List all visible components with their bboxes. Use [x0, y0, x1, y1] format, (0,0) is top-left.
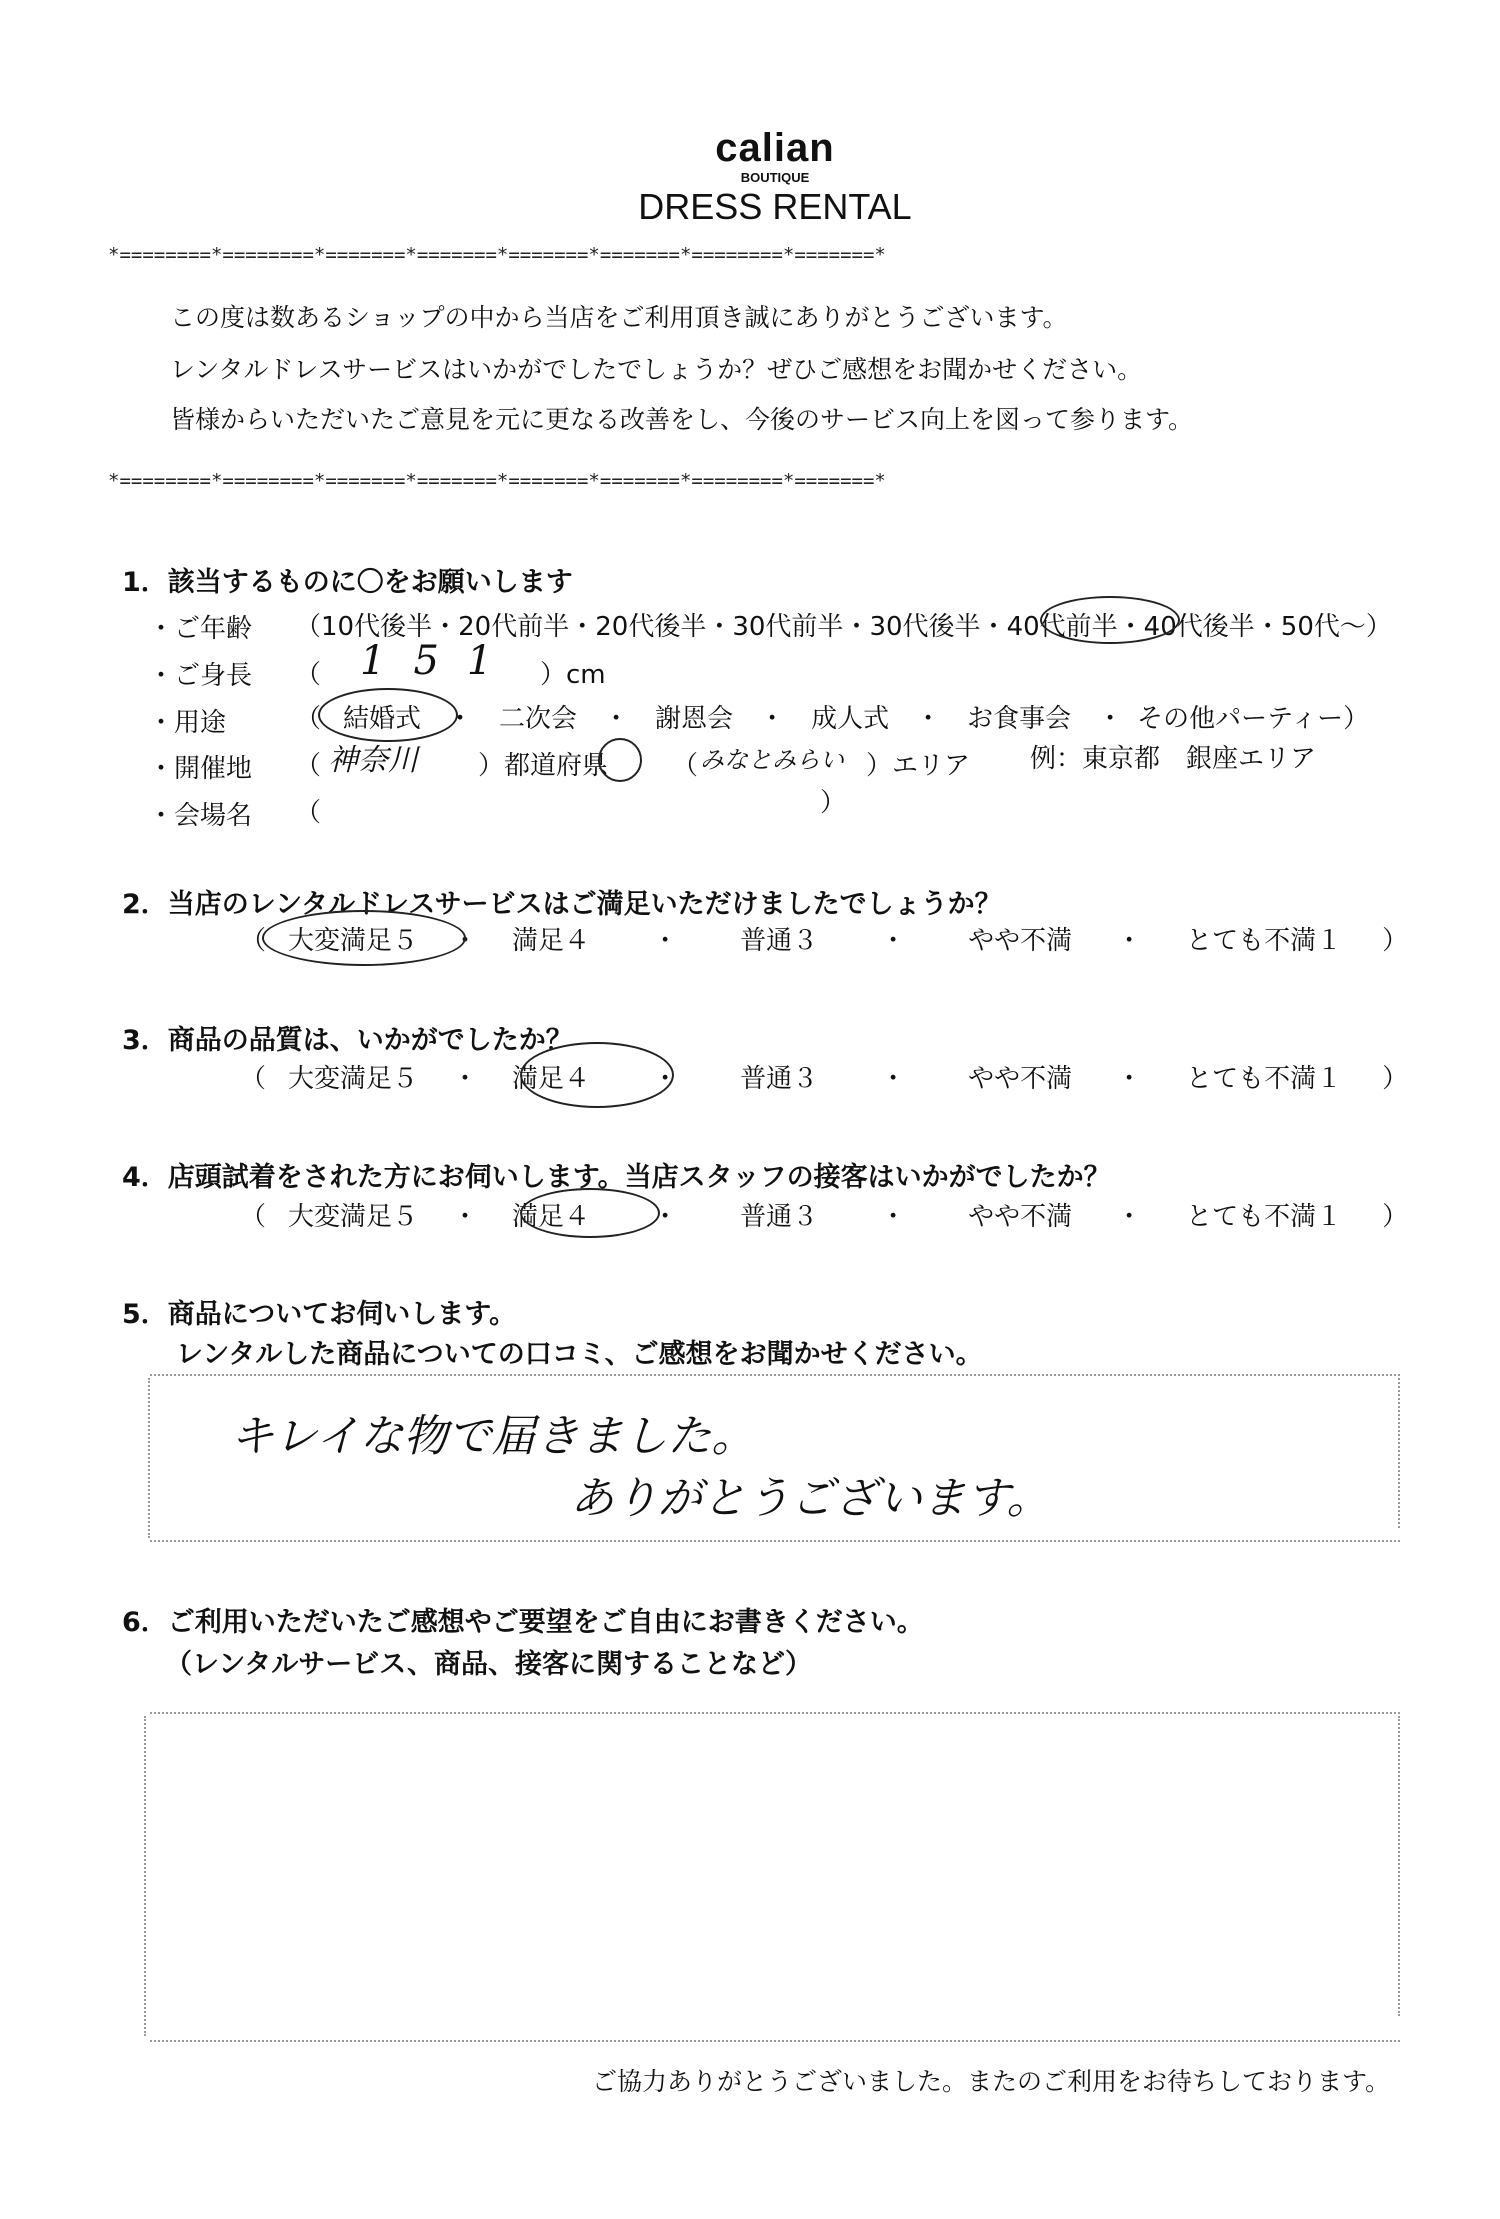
purpose-option[interactable]: 成人式: [811, 704, 890, 734]
purpose-selection-circle: [318, 688, 458, 742]
q6-box-right: [1398, 1716, 1400, 2016]
paren-close: ）: [1343, 704, 1370, 734]
rating-option[interactable]: やや不満: [968, 1202, 1073, 1232]
rating-option-selected[interactable]: 満足４: [512, 1202, 591, 1232]
q5-box-right: [1398, 1378, 1400, 1528]
age-option[interactable]: 20代後半: [595, 612, 707, 642]
q5-subheading: レンタルした商品についての口コミ、ご感想をお聞かせください。: [176, 1339, 983, 1370]
q5-answer-line-1[interactable]: キレイな物で届きました。: [230, 1411, 756, 1462]
q2-options: （ 大変満足５ ・ 満足４ ・ 普通３ ・ やや不満 ・ とても不満１ ）: [240, 926, 1409, 956]
rating-option-selected[interactable]: 大変満足５: [288, 926, 419, 956]
q6-heading: 6．ご利用いただいたご感想やご要望をご自由にお書きください。: [122, 1607, 924, 1638]
paren-open: （: [295, 612, 322, 642]
q5-heading: 5．商品についてお伺いします。: [122, 1299, 517, 1330]
q2-heading: 2．当店のレンタルドレスサービスはご満足いただけましたでしょうか？: [122, 889, 1002, 920]
height-value[interactable]: 151: [360, 638, 521, 684]
purpose-option[interactable]: お食事会: [967, 704, 1072, 734]
rating-option[interactable]: 大変満足５: [288, 1064, 419, 1094]
purpose-option-selected[interactable]: 結婚式: [343, 704, 422, 734]
venue-label: ・開催地: [148, 754, 253, 784]
area-open: （: [672, 751, 699, 781]
intro-line-3: 皆様からいただいたご意見を元に更なる改善をし、今後のサービス向上を図って参ります。: [170, 405, 1194, 434]
venue-name-open: （: [295, 798, 322, 828]
purpose-options: （ 結婚式 ・ 二次会 ・ 謝恩会 ・ 成人式 ・ お食事会 ・ その他パーティー）: [295, 704, 1370, 734]
age-option[interactable]: 30代前半: [732, 612, 844, 642]
purpose-label: ・用途: [148, 708, 227, 738]
rating-option[interactable]: とても不満１: [1186, 1202, 1343, 1232]
footer-message: ご協力ありがとうございました。またのご利用をお待ちしております。: [592, 2067, 1391, 2096]
age-option[interactable]: 40代後半: [1143, 612, 1255, 642]
area-suffix: ）エリア: [866, 751, 971, 781]
q3-options: （ 大変満足５ ・ 満足４ ・ 普通３ ・ やや不満 ・ とても不満１ ）: [240, 1064, 1409, 1094]
rating-option[interactable]: 普通３: [740, 926, 819, 956]
q4-options: （ 大変満足５ ・ 満足４ ・ 普通３ ・ やや不満 ・ とても不満１ ）: [240, 1202, 1409, 1232]
rating-option[interactable]: とても不満１: [1186, 1064, 1343, 1094]
prefecture-suffix: ）都道府県: [478, 751, 609, 781]
q2-selection-circle: [262, 910, 466, 966]
q5-box-top: [150, 1374, 1400, 1376]
rating-option[interactable]: 普通３: [740, 1064, 819, 1094]
area-value[interactable]: みなとみらい: [700, 746, 844, 774]
venue-example: 例：東京都 銀座エリア: [1030, 744, 1317, 774]
divider-bottom: *========*========*=======*=======*=======*=======*========*=======*: [108, 470, 886, 492]
venue-open: （: [295, 751, 322, 781]
height-unit: ）cm: [540, 660, 606, 690]
age-options: （10代後半・20代前半・20代後半・30代前半・30代後半・40代前半・40代後半・50代～）: [295, 612, 1392, 642]
venue-name-label: ・会場名: [148, 801, 253, 831]
q6-box-bottom: [150, 2040, 1400, 2042]
ken-selection-circle: [598, 738, 642, 782]
rating-option-selected[interactable]: 満足４: [512, 1064, 591, 1094]
q3-heading: 3．商品の品質は、いかがでしたか？: [122, 1025, 573, 1056]
brand-subtitle: BOUTIQUE: [740, 170, 810, 185]
rating-option[interactable]: やや不満: [968, 926, 1073, 956]
paren-close: ）: [1365, 612, 1392, 642]
age-label: ・ご年齢: [148, 614, 253, 644]
age-selection-circle: [1040, 596, 1180, 644]
age-option-selected[interactable]: 40代前半: [1006, 612, 1118, 642]
purpose-option[interactable]: その他パーティー: [1137, 704, 1344, 734]
age-option[interactable]: 30代後半: [869, 612, 981, 642]
q4-heading: 4．店頭試着をされた方にお伺いします。当店スタッフの接客はいかがでしたか？: [122, 1162, 1111, 1193]
q6-subheading: （レンタルサービス、商品、接客に関することなど）: [165, 1649, 813, 1680]
q1-heading: 1．該当するものに〇をお願いします: [122, 567, 573, 598]
intro-line-2: レンタルドレスサービスはいかがでしたでしょうか？ぜひご感想をお聞かせください。: [170, 355, 1143, 384]
age-option[interactable]: 50代～: [1280, 612, 1366, 642]
prefecture-value[interactable]: 神奈川: [328, 743, 418, 778]
q5-box-left: [148, 1378, 150, 1538]
brand-logo: calian: [715, 126, 835, 170]
venue-name-close: ）: [820, 788, 847, 818]
divider-top: *========*========*=======*=======*=======*=======*========*=======*: [108, 244, 886, 266]
rating-option[interactable]: やや不満: [968, 1064, 1073, 1094]
purpose-option[interactable]: 謝恩会: [655, 704, 734, 734]
rating-option[interactable]: 満足４: [512, 926, 591, 956]
intro-line-1: この度は数あるショップの中から当店をご利用頂き誠にありがとうございます。: [170, 303, 1068, 332]
q6-box-left: [144, 1716, 146, 2036]
rating-option[interactable]: とても不満１: [1186, 926, 1343, 956]
q5-answer-line-2[interactable]: ありがとうございます。: [570, 1473, 1051, 1524]
age-option[interactable]: 10代後半: [321, 612, 433, 642]
q4-selection-circle: [520, 1188, 660, 1238]
q3-selection-circle: [520, 1042, 674, 1108]
height-open: （: [295, 660, 322, 690]
q6-box-top: [150, 1712, 1400, 1714]
rating-option[interactable]: 普通３: [740, 1202, 819, 1232]
q5-box-bottom: [150, 1540, 1400, 1542]
purpose-option[interactable]: 二次会: [499, 704, 578, 734]
rating-option[interactable]: 大変満足５: [288, 1202, 419, 1232]
age-option[interactable]: 20代前半: [458, 612, 570, 642]
document-title: DRESS RENTAL: [638, 186, 912, 227]
height-label: ・ご身長: [148, 661, 253, 691]
paren-open: （: [295, 704, 322, 734]
